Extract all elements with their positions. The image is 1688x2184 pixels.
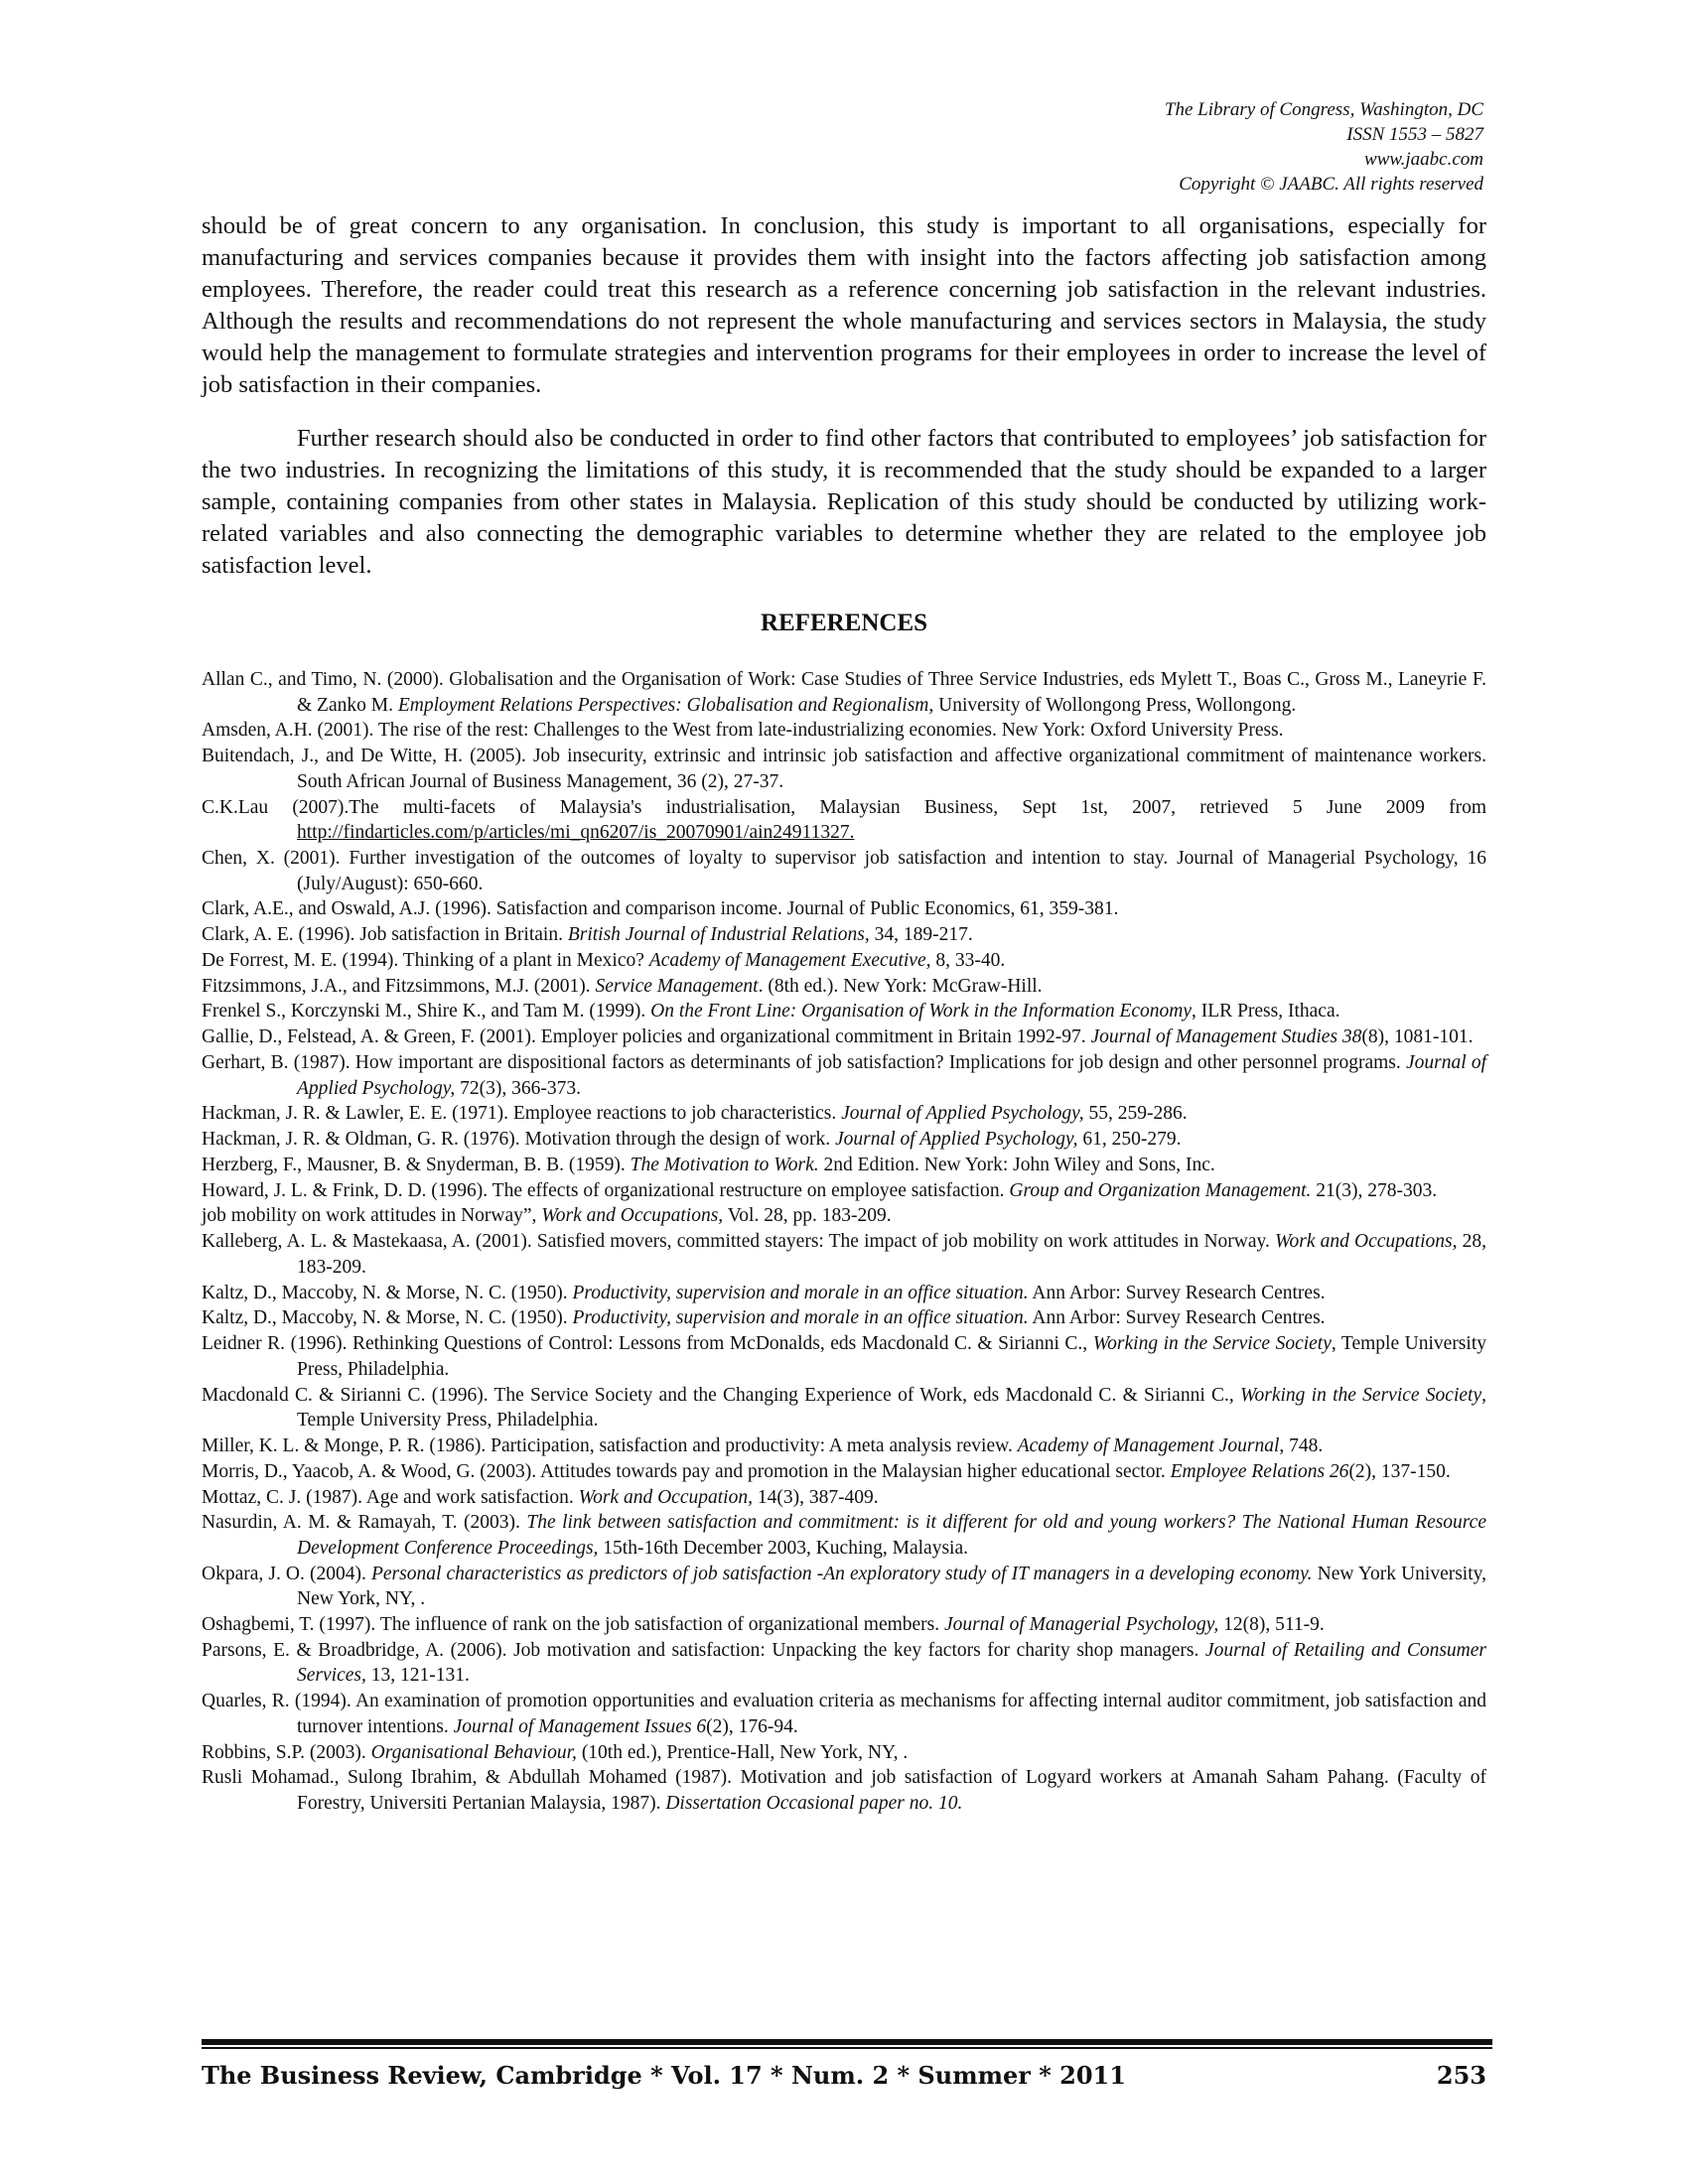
reference-text: Morris, D., Yaacob, A. & Wood, G. (2003). Attitudes towards pay and promotion in the Malaysian higher educational sector.	[202, 1460, 1171, 1482]
references-heading: REFERENCES	[760, 610, 928, 636]
reference-text: Okpara, J. O. (2004).	[202, 1563, 371, 1584]
reference-item	[202, 1305, 1486, 1331]
reference-italic: Journal of Applied Psychology,	[841, 1103, 1084, 1125]
reference-tail: . (8th ed.). New York: McGraw-Hill.	[758, 975, 1043, 997]
reference-text: Howard, J. L. & Frink, D. D. (1996). The effects of organizational restructure on employee satisfaction.	[202, 1179, 1010, 1201]
reference-italic: Working in the Service Society	[1092, 1333, 1332, 1355]
reference-italic: The link between satisfaction and commitment: is it different for old and young workers? The National Human Resource Development Conference Proceedings,	[297, 1512, 1486, 1559]
reference-item	[202, 1178, 1486, 1204]
reference-tail: 15th-16th December 2003, Kuching, Malaysia.	[598, 1537, 968, 1559]
reference-italic: Journal of Managerial Psychology,	[944, 1614, 1219, 1636]
reference-text: Allan C., and Timo, N. (2000). Globalisation and the Organisation of Work: Case Studies of Three Service Industries, eds Mylett T., Boas C., Gross M., Laneyrie F. & Zanko M.	[202, 669, 1486, 716]
reference-item	[202, 1485, 1486, 1511]
reference-item	[202, 1127, 1486, 1153]
reference-tail: 72(3), 366-373.	[455, 1077, 581, 1099]
reference-item	[202, 795, 1486, 846]
reference-item	[202, 1281, 1486, 1306]
reference-item	[202, 1459, 1486, 1485]
reference-text: Herzberg, F., Mausner, B. & Snyderman, B. B. (1959).	[202, 1154, 631, 1175]
paragraph-conclusion: should be of great concern to any organisation. In conclusion, this study is important to all organisations, especially for manufacturing and services companies because it provides them with insight into the factors affecting job satisfaction among employees. Therefore, the reader could treat this research as a reference concerning job satisfaction in the relevant industries. Although the results and recommendations do not represent the whole manufacturing and services sectors in Malaysia, the study would help the management to formulate strategies and intervention programs for their employees in order to increase the level of job satisfaction in their companies.	[202, 212, 1486, 398]
reference-item	[202, 1612, 1486, 1638]
reference-text: Parsons, E. & Broadbridge, A. (2006). Job motivation and satisfaction: Unpacking the key factors for charity shop managers.	[202, 1639, 1205, 1661]
reference-text: Hackman, J. R. & Lawler, E. E. (1971). Employee reactions to job characteristics.	[202, 1103, 842, 1125]
reference-item	[202, 1638, 1486, 1689]
reference-tail: 8, 33-40.	[930, 949, 1006, 971]
reference-link[interactable]: http://findarticles.com/p/articles/mi_qn6207/is_20070901/ain24911327.	[297, 822, 855, 844]
reference-italic: On the Front Line: Organisation of Work in the Information Economy	[650, 1001, 1193, 1023]
reference-text: Clark, A. E. (1996). Job satisfaction in Britain.	[202, 924, 568, 946]
reference-item	[202, 1050, 1486, 1101]
reference-item	[202, 1740, 1486, 1766]
reference-text: Quarles, R. (1994). An examination of promotion opportunities and evaluation criteria as mechanisms for affecting internal auditor commitment, job satisfaction and turnover intentions.	[202, 1691, 1486, 1737]
reference-tail: , 748.	[1279, 1434, 1324, 1456]
reference-text: Kaltz, D., Maccoby, N. & Morse, N. C. (1950).	[202, 1282, 573, 1303]
reference-item	[202, 999, 1486, 1024]
reference-italic: Personal characteristics as predictors of job satisfaction -An exploratory study of IT managers in a developing economy.	[370, 1563, 1313, 1584]
reference-item	[202, 1689, 1486, 1739]
reference-italic: Academy of Management Journal	[1017, 1434, 1280, 1456]
reference-text: Gerhart, B. (1987). How important are dispositional factors as determinants of job satisfaction? Implications for job design and other personnel programs.	[202, 1051, 1406, 1073]
running-header	[1165, 97, 1483, 197]
reference-tail: 12(8), 511-9.	[1218, 1614, 1325, 1636]
reference-item	[202, 896, 1486, 922]
reference-tail: Ann Arbor: Survey Research Centres.	[1028, 1307, 1326, 1329]
reference-text: Rusli Mohamad., Sulong Ibrahim, & Abdullah Mohamed (1987). Motivation and job satisfaction of Logyard workers at Amanah Saham Pahang. (Faculty of Forestry, Universiti Pertanian Malaysia, 1987).	[202, 1767, 1486, 1814]
reference-item	[202, 1153, 1486, 1178]
reference-tail: 55, 259-286.	[1083, 1103, 1188, 1125]
reference-text: Mottaz, C. J. (1987). Age and work satisfaction.	[202, 1486, 579, 1508]
reference-italic: Organisational Behaviour,	[370, 1741, 577, 1763]
reference-text: Kalleberg, A. L. & Mastekaasa, A. (2001). Satisfied movers, committed stayers: The impact of job mobility on work attitudes in Norway.	[202, 1231, 1276, 1253]
reference-text: Miller, K. L. & Monge, P. R. (1986). Participation, satisfaction and productivity: A meta analysis review.	[202, 1434, 1018, 1456]
reference-text: Frenkel S., Korczynski M., Shire K., and Tam M. (1999).	[202, 1001, 651, 1023]
reference-item	[202, 1229, 1486, 1280]
reference-italic: Journal of Management Issues 6	[453, 1715, 707, 1737]
reference-item	[202, 1510, 1486, 1561]
reference-tail: , Temple University Press, Philadelphia.	[297, 1384, 1486, 1432]
reference-tail: New York University, New York, NY, .	[297, 1563, 1486, 1610]
reference-italic: Working in the Service Society	[1240, 1384, 1482, 1406]
reference-item	[202, 1765, 1486, 1816]
reference-italic: Work and Occupations,	[1275, 1231, 1458, 1253]
reference-item	[202, 1203, 1486, 1229]
reference-text: job mobility on work attitudes in Norway”,	[202, 1205, 542, 1227]
footer-rule	[202, 2039, 1492, 2049]
reference-text: Hackman, J. R. & Oldman, G. R. (1976). Motivation through the design of work.	[202, 1129, 836, 1151]
reference-item	[202, 948, 1486, 974]
reference-tail: 14(3), 387-409.	[752, 1486, 879, 1508]
reference-italic: Employment Relations Perspectives: Globalisation and Regionalism	[397, 694, 929, 716]
reference-italic: Group and Organization Management.	[1009, 1179, 1312, 1201]
reference-text: Chen, X. (2001). Further investigation of the outcomes of loyalty to supervisor job satisfaction and intention to stay. Journal of Managerial Psychology, 16 (July/August): 650-660.	[202, 847, 1486, 894]
paragraph-further-research: Further research should also be conducted in order to find other factors that contributed to employees’ job satisfaction for the two industries. In recognizing the limitations of this study, it is recommended that the study should be expanded to a larger sample, containing companies from other states in Malaysia. Replication of this study should be conducted by utilizing work-related variables and also connecting the demographic variables to determine whether they are related to the employee job satisfaction level.	[202, 425, 1486, 579]
reference-italic: Journal of Management Studies 38	[1090, 1026, 1362, 1048]
reference-tail: 34, 189-217.	[869, 924, 973, 946]
reference-item	[202, 744, 1486, 794]
reference-italic: Work and Occupations,	[541, 1205, 724, 1227]
reference-italic: Academy of Management Executive,	[648, 949, 931, 971]
reference-italic: Productivity, supervision and morale in an office situation.	[572, 1282, 1029, 1303]
reference-tail: 13, 121-131.	[365, 1665, 470, 1687]
reference-italic: British Journal of Industrial Relations,	[567, 924, 870, 946]
reference-item	[202, 667, 1486, 718]
reference-italic: Journal of Applied Psychology,	[297, 1051, 1486, 1099]
reference-item	[202, 974, 1486, 1000]
reference-tail: (10th ed.), Prentice-Hall, New York, NY, .	[576, 1741, 909, 1763]
reference-italic: Service Management	[595, 975, 759, 997]
header-library: The Library of Congress, Washington, DC	[1164, 99, 1483, 120]
reference-text: Amsden, A.H. (2001). The rise of the rest: Challenges to the West from late-industrializing economies. New York: Oxford University Press.	[202, 720, 1284, 742]
page-footer	[202, 2061, 1486, 2090]
reference-text: Oshagbemi, T. (1997). The influence of rank on the job satisfaction of organizational members.	[202, 1614, 945, 1636]
reference-italic: Journal of Applied Psychology,	[835, 1129, 1078, 1151]
reference-text: Macdonald C. & Sirianni C. (1996). The Service Society and the Changing Experience of Work, eds Macdonald C. & Sirianni C.,	[202, 1384, 1241, 1406]
reference-text: Buitendach, J., and De Witte, H. (2005). Job insecurity, extrinsic and intrinsic job satisfaction and affective organizational commitment of maintenance workers. South African Journal of Business Management, 36 (2), 27-37.	[202, 746, 1486, 792]
header-issn: ISSN 1553 – 5827	[1346, 124, 1483, 145]
reference-tail: , Temple University Press, Philadelphia.	[297, 1333, 1486, 1380]
reference-item	[202, 1024, 1486, 1050]
reference-tail: (8), 1081-101.	[1361, 1026, 1474, 1048]
header-copyright: Copyright © JAABC. All rights reserved	[1179, 174, 1483, 195]
reference-text: Clark, A.E., and Oswald, A.J. (1996). Satisfaction and comparison income. Journal of Public Economics, 61, 359-381.	[202, 898, 1119, 920]
reference-italic: Work and Occupation,	[578, 1486, 753, 1508]
reference-italic: Productivity, supervision and morale in an office situation.	[572, 1307, 1029, 1329]
reference-tail: 2nd Edition. New York: John Wiley and Sons, Inc.	[818, 1154, 1215, 1175]
references-list	[202, 667, 1486, 1817]
reference-item	[202, 1331, 1486, 1382]
reference-text: Fitzsimmons, J.A., and Fitzsimmons, M.J. (2001).	[202, 975, 596, 997]
reference-text: Kaltz, D., Maccoby, N. & Morse, N. C. (1950).	[202, 1307, 573, 1329]
reference-item	[202, 1101, 1486, 1127]
reference-tail: 28, 183-209.	[297, 1231, 1487, 1278]
reference-text: Nasurdin, A. M. & Ramayah, T. (2003).	[202, 1512, 527, 1534]
reference-tail: , ILR Press, Ithaca.	[1192, 1001, 1340, 1023]
reference-italic: Employee Relations 26	[1170, 1460, 1349, 1482]
reference-text: C.K.Lau (2007).The multi-facets of Malaysia's industrialisation, Malaysian Business, Sept 1st, 2007, retrieved 5 June 2009 from	[202, 796, 1486, 818]
reference-italic: Dissertation Occasional paper no. 10.	[665, 1792, 963, 1814]
reference-tail: (2), 176-94.	[706, 1715, 798, 1737]
reference-tail: Ann Arbor: Survey Research Centres.	[1028, 1282, 1326, 1303]
footer-journal: The Business Review, Cambridge * Vol. 17 * Num. 2 * Summer * 2011	[202, 2061, 1126, 2090]
reference-tail: 61, 250-279.	[1077, 1129, 1182, 1151]
reference-text: Gallie, D., Felstead, A. & Green, F. (2001). Employer policies and organizational commitment in Britain 1992-97.	[202, 1026, 1091, 1048]
reference-italic: The Motivation to Work.	[630, 1154, 819, 1175]
header-website: www.jaabc.com	[1364, 149, 1483, 170]
reference-item	[202, 846, 1486, 896]
reference-tail: , University of Wollongong Press, Wollongong.	[928, 694, 1297, 716]
reference-item	[202, 718, 1486, 744]
reference-item	[202, 1383, 1486, 1433]
reference-tail: Vol. 28, pp. 183-209.	[723, 1205, 892, 1227]
reference-text: Leidner R. (1996). Rethinking Questions of Control: Lessons from McDonalds, eds Macdonald C. & Sirianni C.,	[202, 1333, 1093, 1355]
reference-italic: Journal of Retailing and Consumer Services,	[297, 1639, 1486, 1687]
reference-item	[202, 1433, 1486, 1459]
reference-tail: 21(3), 278-303.	[1311, 1179, 1438, 1201]
reference-text: Robbins, S.P. (2003).	[202, 1741, 371, 1763]
reference-tail: (2), 137-150.	[1348, 1460, 1451, 1482]
body-text	[202, 210, 1486, 582]
reference-item	[202, 922, 1486, 948]
page-number: 253	[1436, 2061, 1486, 2090]
reference-text: De Forrest, M. E. (1994). Thinking of a plant in Mexico?	[202, 949, 649, 971]
reference-item	[202, 1562, 1486, 1612]
